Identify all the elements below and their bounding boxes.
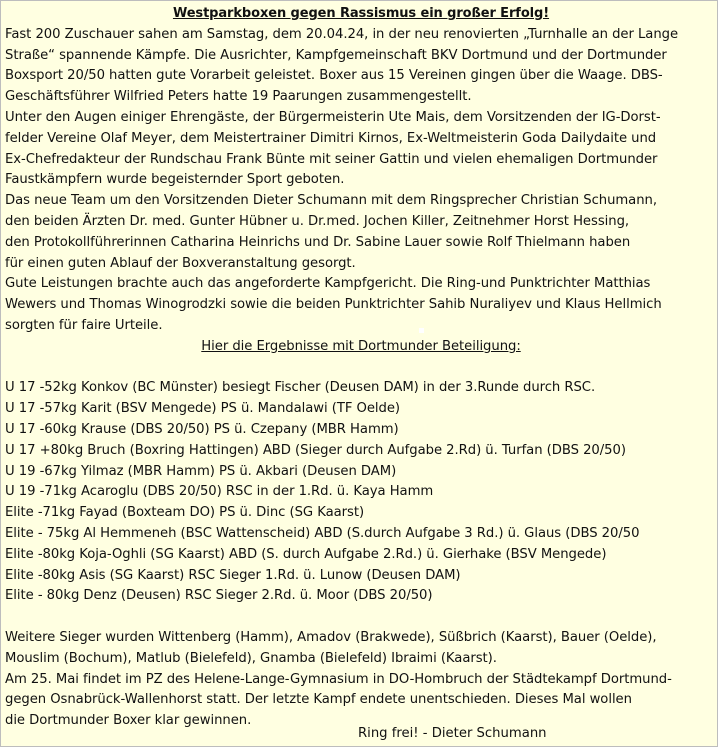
intro-line: Boxsport 20/50 hatten gute Vorarbeit geleistet. Boxer aus 15 Vereinen gingen über die Waage. DBS- (5, 68, 663, 84)
intro-line: Straße“ spannende Kämpfe. Die Ausrichter, Kampfgemeinschaft BKV Dortmund und der Dortmunder (5, 47, 667, 63)
intro-line: sorgten für faire Urteile. (5, 317, 163, 333)
intro-line: für einen guten Ablauf der Boxveranstaltung gesorgt. (5, 255, 356, 271)
result-row: Elite -71kg Fayad (Boxteam DO) PS ü. Dinc (SG Kaarst) (5, 505, 365, 521)
signature: Ring frei! - Dieter Schumann (358, 726, 547, 741)
intro-line: Das neue Team um den Vorsitzenden Dieter Schumann mit dem Ringsprecher Christian Schumann, (5, 193, 657, 209)
intro-line: den Protokollführerinnen Catharina Heinrichs und Dr. Sabine Lauer sowie Rolf Thielmann haben (5, 234, 631, 250)
article-body (5, 4, 717, 732)
intro-paragraphs (5, 25, 717, 337)
spacer (5, 607, 717, 628)
intro-line: Geschäftsführer Wilfried Peters hatte 19 Paarungen zusammengestellt. (5, 89, 472, 105)
result-row: U 17 +80kg Bruch (Boxring Hattingen) ABD (Sieger durch Aufgabe 2.Rd) ü. Turfan (DBS 20/50) (5, 442, 626, 458)
result-row: Elite -80kg Asis (SG Kaarst) RSC Sieger 1.Rd. ü. Lunow (Deusen DAM) (5, 567, 461, 583)
intro-line: Ex-Chefredakteur der Rundschau Frank Bünte mit seiner Gattin und vielen ehemaligen Dortmunder (5, 151, 658, 167)
closing-line: Mouslim (Bochum), Matlub (Bielefeld), Gnamba (Bielefeld) Ibraimi (Kaarst). (5, 650, 497, 666)
results-heading: Hier die Ergebnisse mit Dortmunder Beteiligung: (201, 338, 521, 354)
intro-line: Unter den Augen einiger Ehrengäste, der Bürgermeisterin Ute Mais, dem Vorsitzenden der IG-Dorst- (5, 109, 661, 125)
closing-line: Weitere Sieger wurden Wittenberg (Hamm), Amadov (Brakwede), Süßbrich (Kaarst), Bauer (Oelde), (5, 629, 657, 645)
result-row: Elite -80kg Koja-Oghli (SG Kaarst) ABD (S. durch Aufgabe 2.Rd.) ü. Gierhake (BSV Mengede) (5, 546, 607, 562)
result-row: Elite - 75kg Al Hemmeneh (BSC Wattenscheid) ABD (S.durch Aufgabe 3 Rd.) ü. Glaus (DBS 20/50 (5, 525, 640, 541)
results-list (5, 378, 717, 607)
intro-line: Gute Leistungen brachte auch das angeforderte Kampfgericht. Die Ring-und Punktrichter Matthias (5, 276, 651, 292)
closing-line: die Dortmunder Boxer klar gewinnen. (5, 713, 252, 729)
closing-paragraphs (5, 628, 717, 732)
spacer (5, 358, 717, 379)
result-row: U 19 -67kg Yilmaz (MBR Hamm) PS ü. Akbari (Deusen DAM) (5, 463, 397, 479)
intro-line: Fast 200 Zuschauer sahen am Samstag, dem 20.04.24, in der neu renovierten „Turnhalle an der Lange (5, 26, 679, 42)
result-row: Elite - 80kg Denz (Deusen) RSC Sieger 2.Rd. ü. Moor (DBS 20/50) (5, 588, 433, 604)
closing-line: Am 25. Mai findet im PZ des Helene-Lange-Gymnasium in DO-Hombruch der Städtekampf Dortmund- (5, 671, 672, 687)
intro-line: Faustkämpfern wurde begeisternder Sport geboten. (5, 172, 345, 188)
result-row: U 17 -57kg Karit (BSV Mengede) PS ü. Mandalawi (TF Oelde) (5, 401, 401, 417)
closing-line: gegen Osnabrück-Wallenhorst statt. Der letzte Kampf endete unentschieden. Dieses Mal wollen (5, 692, 632, 708)
result-row: U 17 -52kg Konkov (BC Münster) besiegt Fischer (Deusen DAM) in der 3.Runde durch RSC. (5, 380, 596, 396)
stray-mark (419, 328, 424, 333)
intro-line: Wewers und Thomas Winogrodzki sowie die beiden Punktrichter Sahib Nuraliyev und Klaus Hellmich (5, 297, 662, 313)
result-row: U 17 -60kg Krause (DBS 20/50) PS ü. Czepany (MBR Hamm) (5, 421, 399, 437)
intro-line: felder Vereine Olaf Meyer, dem Meistertrainer Dimitri Kirnos, Ex-Weltmeisterin Goda Dailydaite und (5, 130, 657, 146)
article-title: Westparkboxen gegen Rassismus ein großer Erfolg! (172, 6, 550, 21)
intro-line: den beiden Ärzten Dr. med. Gunter Hübner u. Dr.med. Jochen Killer, Zeitnehmer Horst Hessing, (5, 213, 630, 229)
result-row: U 19 -71kg Acaroglu (DBS 20/50) RSC in der 1.Rd. ü. Kaya Hamm (5, 484, 434, 500)
